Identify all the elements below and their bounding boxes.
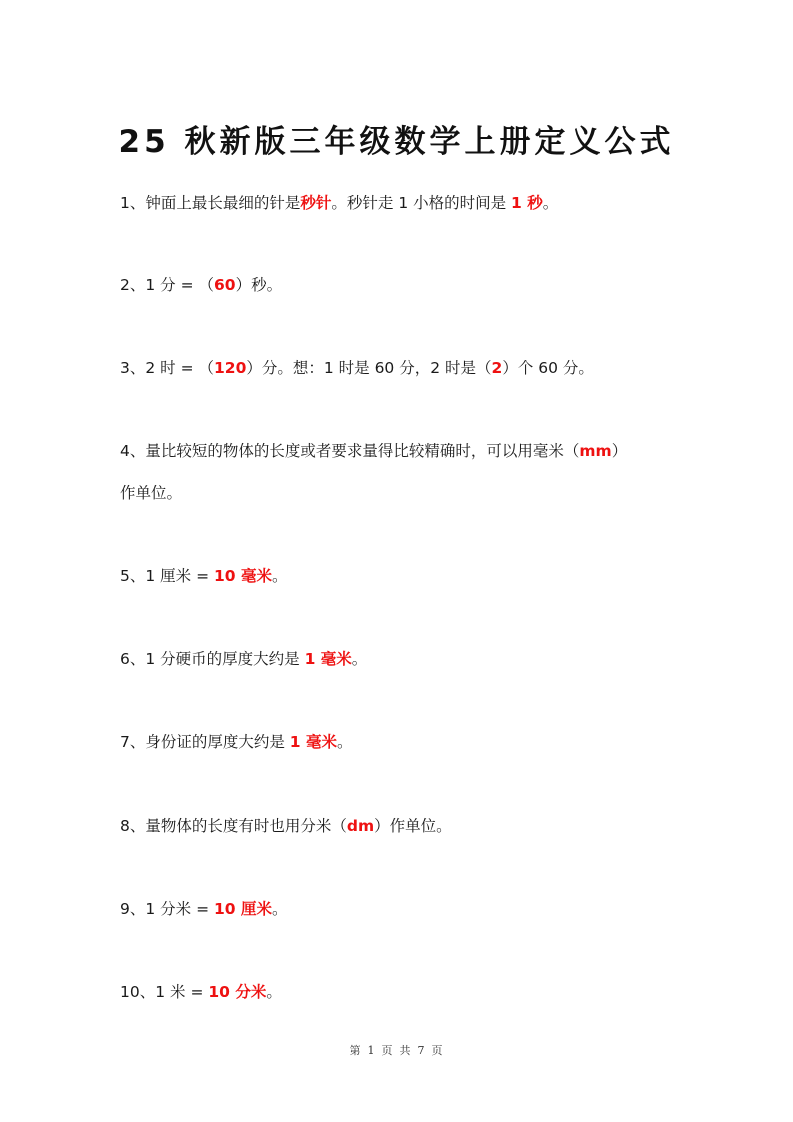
list-item — [120, 193, 558, 213]
list-item — [120, 899, 287, 919]
item-text: 。 — [271, 567, 288, 585]
highlighted-answer: dm — [346, 817, 375, 835]
item-text: ）秒。 — [235, 276, 283, 294]
footer-page-word: 页 — [381, 1044, 394, 1057]
item-text: 6、1 分硬币的厚度大约是 — [120, 650, 305, 668]
highlighted-answer: 60 — [214, 276, 236, 294]
item-text: 5、1 厘米 = — [120, 567, 214, 585]
highlighted-answer: 120 — [214, 359, 247, 377]
footer-suffix: 页 — [431, 1044, 444, 1057]
item-text: 10、1 米 = — [120, 983, 209, 1001]
total-pages-number: 7 — [417, 1044, 426, 1057]
list-item — [120, 566, 287, 586]
list-item — [120, 649, 367, 669]
item-text: 3、2 时 = （ — [120, 359, 214, 377]
item-text: 8、量物体的长度有时也用分米（ — [120, 817, 347, 835]
highlighted-answer: 10 分米 — [208, 983, 267, 1001]
footer-prefix: 第 — [349, 1044, 362, 1057]
list-item — [120, 982, 282, 1002]
item-text: 4、量比较短的物体的长度或者要求量得比较精确时，可以用毫米（ — [120, 442, 580, 460]
highlighted-answer: mm — [579, 442, 612, 460]
highlighted-answer: 秒针 — [300, 194, 332, 212]
highlighted-answer: 10 厘米 — [214, 900, 272, 918]
footer-total-prefix: 共 — [399, 1044, 412, 1057]
highlighted-answer: 1 毫米 — [304, 650, 352, 668]
item-text: 。秒针走 1 小格的时间是 — [331, 194, 512, 212]
item-text: 。 — [266, 983, 282, 1001]
current-page-number: 1 — [367, 1044, 376, 1057]
item-text: ） — [611, 442, 628, 460]
list-item — [120, 732, 353, 752]
list-item — [120, 816, 452, 836]
item-text: ）分。想：1 时是 60 分，2 时是（ — [246, 359, 492, 377]
item-text: ）个 60 分。 — [502, 359, 594, 377]
page-footer — [0, 1042, 793, 1058]
highlighted-answer: 10 毫米 — [214, 567, 272, 585]
item-text: 2、1 分 = （ — [120, 276, 214, 294]
item-text: 。 — [351, 650, 368, 668]
highlighted-answer: 1 秒 — [511, 194, 543, 212]
item-text: 。 — [336, 733, 353, 751]
item-text: 。 — [271, 900, 288, 918]
list-item — [120, 275, 282, 295]
highlighted-answer: 2 — [491, 359, 503, 377]
item-text: ）作单位。 — [374, 817, 452, 835]
list-item — [120, 358, 594, 378]
item-text: 7、身份证的厚度大约是 — [120, 733, 290, 751]
item-text: 。 — [542, 194, 559, 212]
item-text: 9、1 分米 = — [120, 900, 214, 918]
highlighted-answer: 1 毫米 — [289, 733, 337, 751]
page-title: 25 秋新版三年级数学上册定义公式 — [118, 124, 675, 160]
list-item-continuation: 作单位。 — [120, 484, 183, 502]
list-item — [120, 441, 627, 461]
item-text: 1、钟面上最长最细的针是 — [120, 194, 301, 212]
